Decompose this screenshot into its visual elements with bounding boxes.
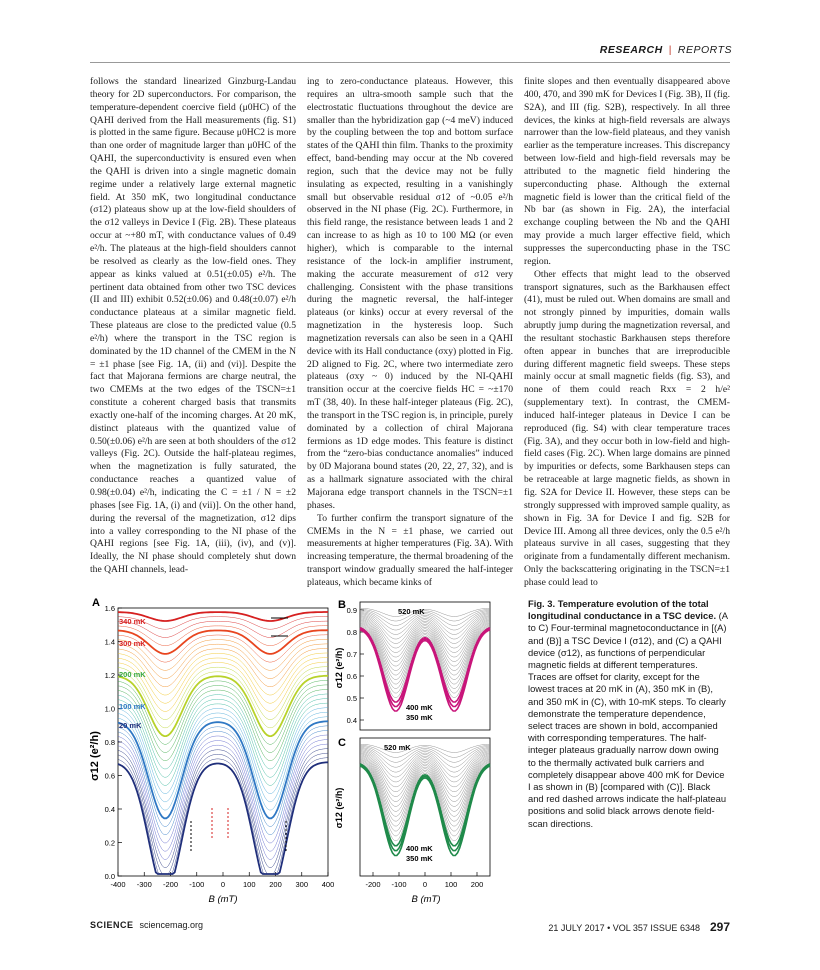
- temp-label: 200 mK: [119, 670, 146, 679]
- page-number: 297: [709, 920, 730, 934]
- y-tick-label: 1.2: [104, 671, 115, 680]
- running-header: [600, 44, 732, 56]
- caption-title: Fig. 3. Temperature evolution of the total longitudinal conductance in a TSC device.: [528, 598, 717, 622]
- temp-label: 100 mK: [119, 702, 146, 711]
- section-label: RESEARCH: [599, 44, 663, 56]
- curve: [360, 766, 490, 856]
- figure-3-plots: [88, 596, 518, 906]
- curve: [360, 746, 490, 762]
- y-tick-label: 1.4: [104, 637, 115, 647]
- temp-label: 520 mK: [398, 607, 425, 616]
- panel-c-label: C: [338, 737, 346, 749]
- paragraph: To further confirm the transport signature of the CMEMs in the N = ±1 phase, we carried out measurements at higher temperatures (Fig. 3A). With increasing temperature, the thermal broadening of the transport window gradually smeared the half-integer plateaus, which became kinks of: [307, 512, 513, 588]
- y-tick-label: 0.6: [104, 771, 115, 781]
- temp-label: 300 mK: [119, 639, 146, 648]
- panel-c-x-ticks: [365, 872, 483, 889]
- y-tick-label: 0.8: [104, 738, 115, 747]
- page-footer: [90, 920, 730, 940]
- text-column-3: [524, 76, 730, 590]
- panel-a-curves: [118, 612, 328, 874]
- curve: [360, 623, 490, 680]
- curve: [118, 753, 328, 874]
- curve: [360, 625, 490, 689]
- header-separator: |: [668, 44, 672, 56]
- paragraph: finite slopes and then eventually disappeared above 400, 470, and 390 mK for Devices I (Fig. 3B), II (fig. S2A), and III (fig. S2B), respectively. In all three devices, the kinks at high-field reversals are always narrower than the low-field plateaus, and they vanish earlier as the temperature increases. This discrepancy between low-field and high-field reversals may be attributed to the magnetic field hindering the superconducting phase. Although the external magnetic field is lower than the critical field of the Nb bar (as shown in Fig. 2A), the interfacial exchange coupling between the Nb and the QAHI may provide a much larger effective field, which suppresses the superconducting phase in the TSC region.: [524, 76, 730, 267]
- y-tick-label: 1.0: [104, 704, 115, 714]
- y-tick-label: 0.0: [104, 872, 115, 881]
- x-tick-label: 300: [295, 880, 309, 889]
- paragraph: follows the standard linearized Ginzburg-Landau theory for 2D superconductors. For comparison, the temperature-dependent coercive field (μ0HC) of the QAHI derived from the Hall measurements (fig. S1) is plotted in the same figure. Because μ0HC2 is more than one order of magnitude larger than μ0HC of the QAHI, the superconductivity is ensured even when the QAHI is driven into a single magnetic domain regime under a relatively large external magnetic field. At 350 mK, two longitudinal conductance (σ12) plateaus show up at the low-field shoulders of the σ12 valleys in Device I (Fig. 2B). These plateaus occur at ~+80 mT, with conductance values of 0.49 e²/h. The plateaus at the high-field shoulders cannot be resolved as clearly as the low-field ones. They appear as kinks valued at 0.51(±0.05) e²/h. The pertinent data obtained from other two TSC devices (II and III) exhibit 0.52(±0.06) and 0.48(±0.07) e²/h conductance plateaus at a similar magnetic field. These plateaus are close to the predicted value (0.5 e²/h) where the transport in the TSC region is dominated by the 1D channel of the CMEM in the N = ±1 phase [see Fig. 1A, (ii) and (vi)]. Despite the fact that Majorana fermions are charge neutral, the two CMEMs at the two edges of the TSCN=±1 constitute a coherent charged basis that transmits exactly one-half of the incoming charges. At 20 mK, distinct plateaus with the quantized value of 0.50(±0.06) e²/h are seen at both shoulders of the σ12 valleys (Fig. 2C). Outside the half-plateau regimes, when the magnetization is fully saturated, the conductance reaches a quantized value of 0.98(±0.04) e²/h, indicating the C = ±1 / N = ±2 phases [see Fig. 1A, (i) and (vii)]. On the other hand, during the reversal of the magnetization, σ12 dips into a valley corresponding to the NI phase of the QAHI regions [see Fig. 1A, (iii), (iv), and (v)]. Ideally, the NI phase should completely shut down the QAHI channels, lead-: [90, 76, 296, 576]
- curve: [360, 612, 490, 634]
- curve: [118, 699, 328, 778]
- panel-b-label: B: [338, 599, 346, 611]
- temp-label: 20 mK: [119, 721, 142, 730]
- x-tick-label: -200: [365, 880, 381, 889]
- panel-a-x-ticks: [110, 872, 334, 889]
- x-tick-label: 0: [220, 880, 226, 889]
- curve: [360, 610, 490, 625]
- panel-b: [334, 599, 490, 730]
- y-tick-label: 0.9: [346, 606, 357, 615]
- temp-label: 400 mK: [406, 703, 433, 712]
- journal-brand: SCIENCE: [90, 920, 134, 930]
- y-tick-label: 0.5: [346, 694, 357, 703]
- x-tick-label: 200: [470, 880, 484, 889]
- y-tick-label: 1.6: [104, 604, 115, 613]
- panel-c: [334, 737, 490, 905]
- text-column-1: [90, 76, 296, 577]
- journal-url: sciencemag.org: [139, 920, 204, 930]
- y-tick-label: 0.6: [346, 672, 357, 681]
- text-column-2: [307, 76, 513, 590]
- panel-a: [89, 597, 334, 905]
- panel-a-x-label: B (mT): [208, 894, 238, 905]
- figure-3: [88, 596, 518, 906]
- curve: [360, 759, 490, 821]
- panel-b-curves: [360, 608, 490, 711]
- curve: [360, 761, 490, 831]
- x-tick-label: -400: [110, 880, 126, 889]
- paragraph: Other effects that might lead to the observed transport signatures, such as the Barkhausen effect (41), must be ruled out. When domains are small and not strongly pinned by impurities, domain walls abruptly jump during the magnetization reversal, and the resultant stochastic Barkhausen steps therefore often appear in bunches that are irreproducible during different magnetic field sweeps. These steps mainly occur at small magnetic fields (fig. S3), and none of them could reach Rxx = 2 h/e² (supplementary text). In contrast, the CMEM-induced half-integer plateaus in Device I can be reproduced (fig. S4) with clear temperature traces (Fig. 3A), and they occur both in low-field and high-field cases (Fig. 2C). When large domains are pinned by impurities or defects, some Barkhausen steps can be retraceable at large magnetic fields, as shown in fig. S2A for Device II. However, these steps can be strongly suppressed with improved sample quality, as shown in Fig. 3A for Device I and fig. S2B for Device III. Among all three devices, only the 0.5 e²/h plateaus survive in all cases, suggesting that they originate from a fundamentally different mechanism. Only the backscattering originating in the TSCN=±1 phase could lead to: [524, 268, 730, 588]
- curve: [118, 612, 328, 621]
- panel-a-label: A: [92, 597, 100, 609]
- panel-a-y-label: σ12 (e²/h): [89, 731, 101, 781]
- x-tick-label: 200: [269, 880, 282, 889]
- panel-c-x-label: B (mT): [411, 894, 441, 905]
- y-tick-label: 0.8: [346, 628, 357, 637]
- temp-label: 520 mK: [384, 743, 411, 752]
- y-tick-label: 0.4: [346, 716, 357, 725]
- x-tick-label: 100: [444, 880, 458, 889]
- x-tick-label: -300: [136, 880, 152, 889]
- issue-info: [548, 920, 730, 934]
- panel-c-curves: [360, 744, 490, 855]
- x-tick-label: 400: [321, 880, 335, 889]
- temp-label: 340 mK: [119, 617, 146, 626]
- curve: [118, 749, 328, 868]
- temp-label: 350 mK: [406, 713, 433, 722]
- x-tick-label: 0: [422, 880, 428, 889]
- x-tick-label: 100: [242, 880, 256, 889]
- y-tick-label: 0.4: [104, 805, 115, 814]
- panel-c-y-label: σ12 (e²/h): [334, 787, 344, 829]
- issue-text: 21 JULY 2017 • VOL 357 ISSUE 6348: [548, 923, 700, 933]
- paragraph: ing to zero-conductance plateaus. However, this requires an ultra-smooth sample such that the electrostatic fluctuations throughout the device are smaller than the hybridization gap (~4 meV) induced by the coupling between the top and bottom surface states of the QAHI thin film. Thanks to the proximity effect, band-bending may occur at the Nb covered region, such that the device may not be fully insulating as expected, resulting in a vanishingly small but observable residual σ12 of ~0.05 e²/h observed in the NI phase (Fig. 2C). Furthermore, in this field range, the resistance between leads 1 and 2 can increase to as high as 10 to 100 MΩ (or even higher), which is comparable to the internal resistance of the lock-in amplifier instrument, making the accurate measurement of σ12 very challenging. Consistent with the phase transitions during the magnetic reversal, the half-integer plateaus (or kinks) occur at every reversal of the magnetization in the hysteresis loop. Such magnetization reversals can also be seen in a QAHI device with its Hall conductance (σxy) plotted in Fig. 2D aligned to Fig. 2C, where two intermediate zero plateaus (σxy ~ 0) induced by the NI-QAHI transition occur at the coercive fields HC = ~±170 mT (38, 40). In these half-integer plateaus (Fig. 2C), the transport in the TSC region is, in principle, purely dominated by a collection of chiral Majorana fermions as 1D edge modes. This feature is distinct from the “zero-bias conductance anomalies” induced by 0D Majorana bound states (20, 22, 27, 32), and is as a hallmark signature associated with the chiral Majorana edge transport channels in the TSCN=±1 phases.: [307, 76, 513, 511]
- curve: [360, 751, 490, 786]
- y-tick-label: 0.2: [104, 838, 115, 848]
- caption-body: (A to C) Four-terminal magnetoconductance in [(A) and (B)] a TSC Device I (σ12), and (C) a QAHI device (σ12), as functions of perpendicular magnetic fields at different temperatures. Traces are offset for clarity, except for the lowest traces at 20 mK in (A), 350 mK in (B), and 350 mK in (C), with 10-mK steps. To clearly demonstrate the temperature dependence, select traces are shown in bold, accompanied with corresponding temperatures. The half-integer plateaus gradually narrow down owing to the thermally activated bulk carriers and completely disappear above 400 mK for Device I as shown in (B) [compared with (C)]. Black and red dashed arrows indicate the half-plateau positions and solid black arrows denote field-scan directions.: [528, 610, 728, 829]
- figure-caption: [528, 598, 728, 830]
- header-rule: [90, 62, 730, 63]
- subsection-label: REPORTS: [677, 44, 732, 56]
- temp-label: 350 mK: [406, 854, 433, 863]
- y-tick-label: 0.7: [346, 650, 357, 659]
- x-tick-label: -200: [162, 880, 179, 889]
- x-tick-label: -100: [391, 880, 407, 889]
- temp-label: 400 mK: [406, 844, 433, 853]
- curve: [118, 653, 328, 695]
- x-tick-label: -100: [189, 880, 205, 889]
- panel-b-y-label: σ12 (e²/h): [334, 647, 344, 689]
